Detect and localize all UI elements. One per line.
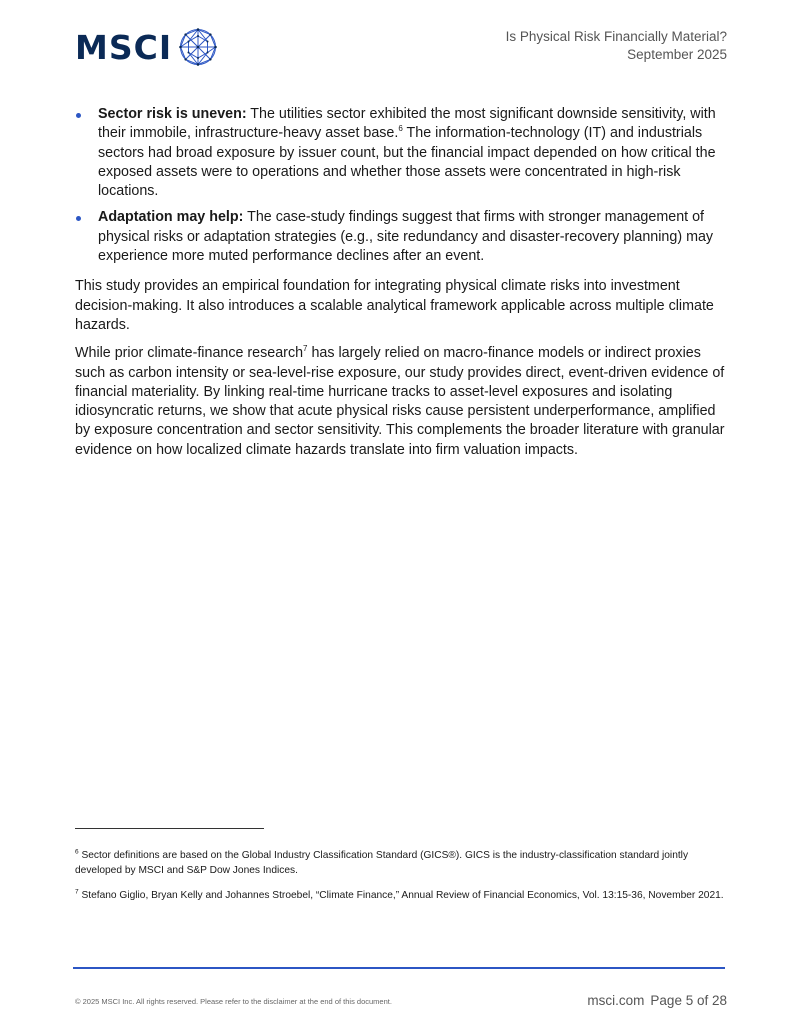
footnote-text: Sector definitions are based on the Global Industry Classification Standard (GICS®). GICS is the industry-classification standard jointly developed by MSCI and S&P Dow Jones Indices. (75, 850, 689, 876)
footer-info (587, 993, 727, 1008)
paragraph-text: While prior climate-finance research (75, 345, 304, 362)
bullet-lead: Sector risk is uneven: (98, 106, 247, 122)
report-title: Is Physical Risk Financially Material? (505, 29, 727, 44)
bullet-dot-icon (76, 113, 81, 118)
list-item (75, 105, 727, 201)
list-item (75, 208, 727, 266)
bullet-text: The utilities sector exhibited the most significant downside sensitivity, with their immobile, infrastructure-heavy asset base. (98, 106, 716, 142)
copyright-notice: © 2025 MSCI Inc. All rights reserved. Please refer to the disclaimer at the end of this document. (75, 997, 392, 1006)
main-content (75, 105, 727, 469)
footer-divider (73, 967, 725, 969)
report-date: September 2025 (627, 47, 727, 62)
globe-icon (178, 27, 218, 67)
footnote-number: 6 (75, 848, 79, 856)
footnote (75, 849, 727, 878)
footnotes (75, 849, 727, 915)
report-header (506, 28, 727, 64)
key-findings-list (75, 105, 727, 266)
footnote (75, 889, 727, 904)
footnote-divider (75, 828, 264, 829)
site-link[interactable]: msci.com (587, 993, 645, 1008)
footnote-ref: 7 (303, 344, 308, 354)
footnote-text: Stefano Giglio, Bryan Kelly and Johannes Stroebel, “Climate Finance,” Annual Review of Financial Economics, Vol. 13:15-36, November 2021. (78, 890, 724, 901)
paragraph-text: has largely relied on macro-finance models or indirect proxies such as carbon intensity or sea-level-rise exposure, our study provides direct, event-driven evidence of financial materiality. By linking real-time hurricane tracks to asset-level exposures and isolating idiosyncratic returns, we show that acute physical risks cause persistent underperformance, amplified by exposure concentration and sector sensitivity. This complements the broader literature with granular evidence on how localized climate hazards translate into firm valuation impacts. (75, 345, 725, 458)
logo-wordmark: MSCI (75, 27, 173, 67)
footnote-ref: 6 (398, 124, 403, 134)
bullet-lead: Adaptation may help: (98, 209, 244, 226)
page-number: Page 5 of 28 (650, 993, 727, 1008)
body-paragraph (75, 344, 727, 460)
body-paragraph: This study provides an empirical foundation for integrating physical climate risks into investment decision-making. It also introduces a scalable analytical framework applicable across multiple climate hazards. (75, 278, 714, 333)
bullet-text: The information-technology (IT) and industrials sectors had broad exposure by issuer count, but the financial impact depended on how critical the exposed assets were to operations and whether those assets were concentrated in high-risk locations. (98, 125, 716, 200)
bullet-text: The case-study findings suggest that firms with stronger management of physical risks or adaptation strategies (e.g., site redundancy and disaster-recovery planning) may experience more muted performance declines after an event. (98, 209, 714, 265)
footnote-number: 7 (75, 888, 79, 896)
bullet-dot-icon (76, 216, 81, 221)
msci-logo (75, 27, 218, 67)
